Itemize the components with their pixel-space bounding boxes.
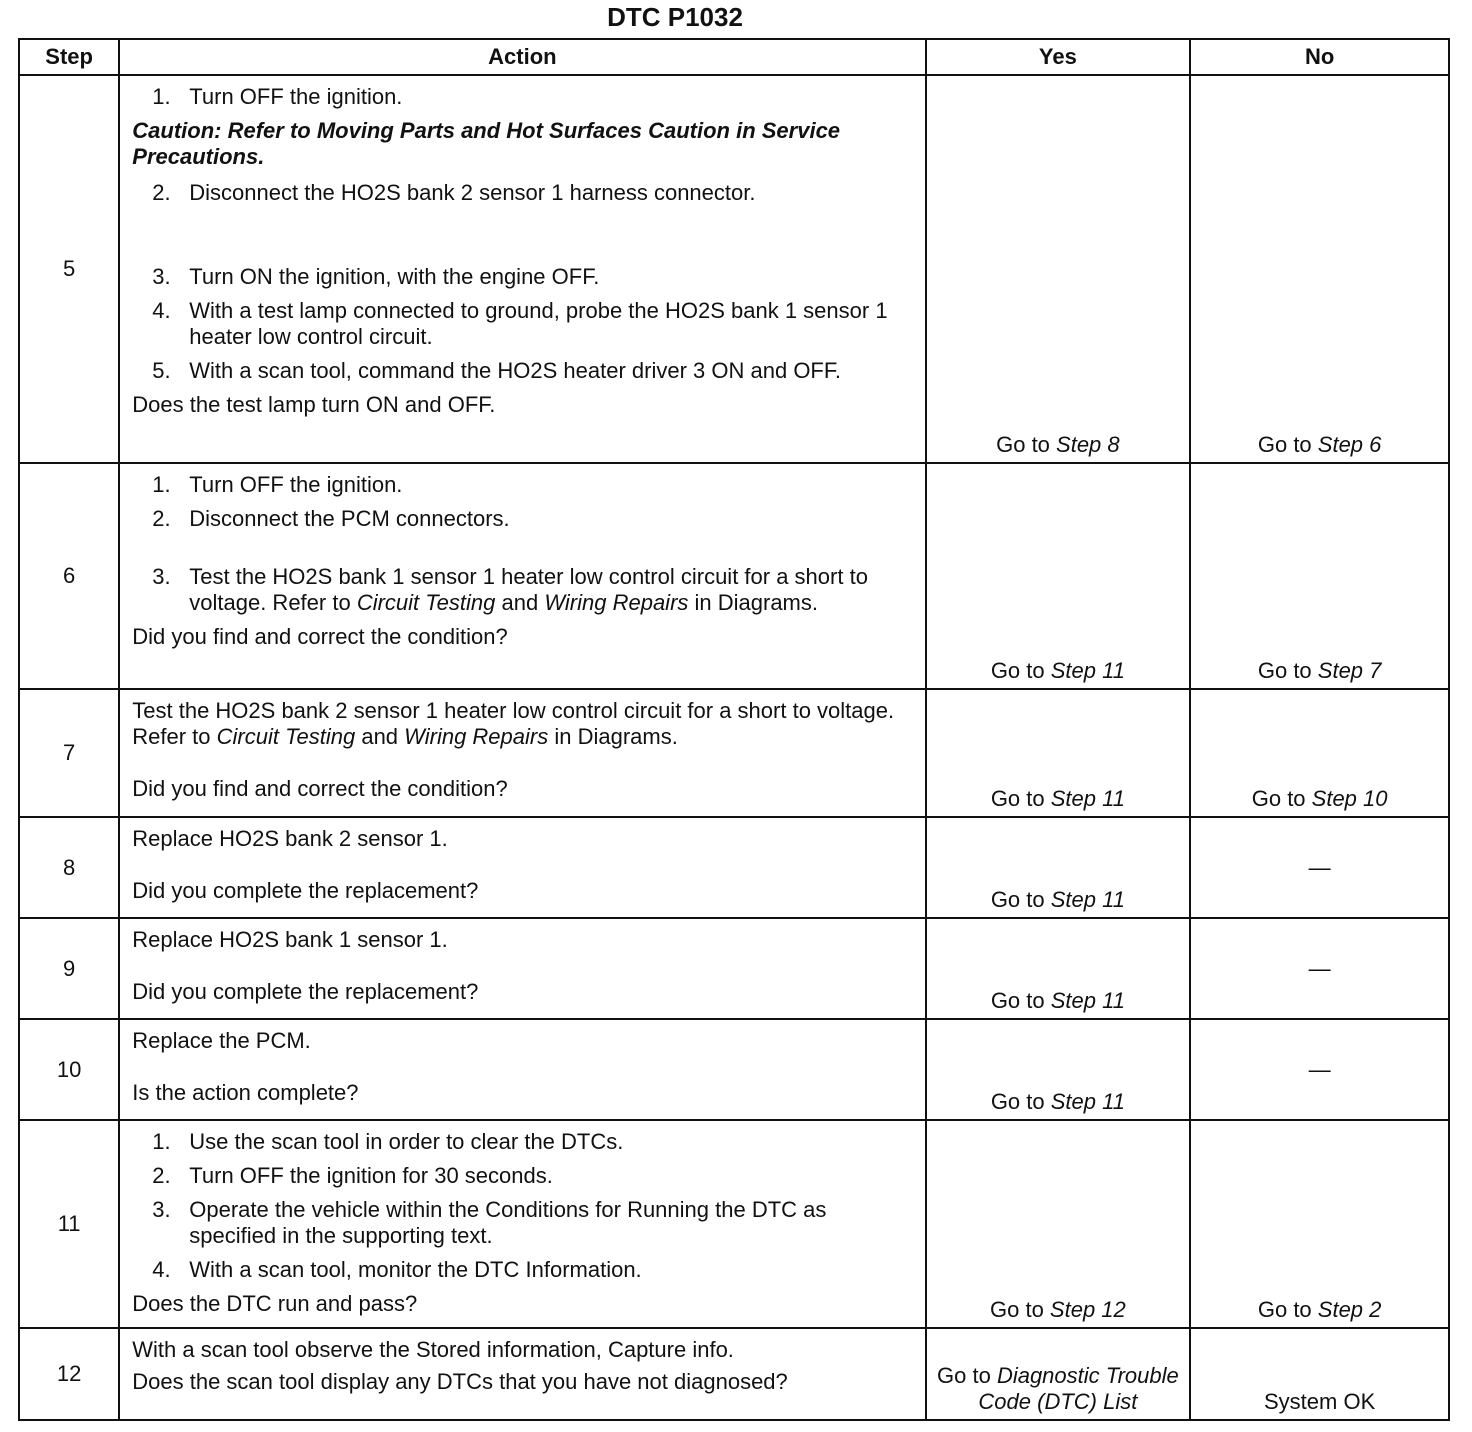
no-cell: Go to Step 10 <box>1190 689 1449 817</box>
diagnostic-table <box>18 38 1450 1421</box>
yes-cell: Go to Step 11 <box>926 689 1191 817</box>
list-item: 1. Use the scan tool in order to clear the DTCs. <box>152 1129 624 1154</box>
step-number: 5 <box>19 75 119 463</box>
question-text: Did you complete the replacement? <box>132 979 479 1004</box>
table-row <box>19 1328 1449 1420</box>
yes-cell: Go to Step 8 <box>926 75 1191 463</box>
header-row <box>19 39 1449 75</box>
list-item: 2. Turn OFF the ignition for 30 seconds. <box>152 1163 553 1188</box>
yes-cell: Go to Step 11 <box>926 918 1191 1019</box>
action-cell <box>119 1019 925 1120</box>
header-action: Action <box>119 39 925 75</box>
list-item: 4. With a test lamp connected to ground, probe the HO2S bank 1 sensor 1 heater low control circuit. <box>152 298 888 349</box>
header-no: No <box>1190 39 1449 75</box>
list-item: 3. Turn ON the ignition, with the engine OFF. <box>152 264 600 289</box>
list-item: 3. Operate the vehicle within the Conditions for Running the DTC as specified in the supporting text. <box>152 1197 827 1248</box>
page-title: DTC P1032 <box>607 2 743 32</box>
step-number: 8 <box>19 817 119 918</box>
question-text: Does the DTC run and pass? <box>132 1291 418 1316</box>
header-yes: Yes <box>926 39 1191 75</box>
question-text: Does the scan tool display any DTCs that you have not diagnosed? <box>132 1369 788 1394</box>
question-text: Does the test lamp turn ON and OFF. <box>132 392 496 417</box>
yes-cell: Go to Step 11 <box>926 463 1191 689</box>
table-row <box>19 918 1449 1019</box>
action-text: With a scan tool observe the Stored information, Capture info. <box>132 1337 734 1362</box>
list-item: 2. Disconnect the PCM connectors. <box>152 506 510 531</box>
list-item: 5. With a scan tool, command the HO2S heater driver 3 ON and OFF. <box>152 358 841 383</box>
question-text: Did you complete the replacement? <box>132 878 479 903</box>
no-cell: — <box>1190 1019 1449 1120</box>
table-row <box>19 689 1449 817</box>
no-cell: — <box>1190 817 1449 918</box>
action-text: Test the HO2S bank 2 sensor 1 heater low control circuit for a short to voltage. Refer to Circuit Testing and Wiring Repairs in Diagrams. <box>132 698 895 749</box>
list-item: 1. Turn OFF the ignition. <box>152 472 403 497</box>
table-row <box>19 1019 1449 1120</box>
action-text: Replace HO2S bank 2 sensor 1. <box>132 826 448 851</box>
caution-text: Caution: Refer to Moving Parts and Hot Surfaces Caution in Service Precautions. <box>132 118 841 169</box>
table-row <box>19 463 1449 689</box>
action-cell <box>119 1328 925 1420</box>
step-number: 10 <box>19 1019 119 1120</box>
action-cell <box>119 918 925 1019</box>
table-row <box>19 1120 1449 1328</box>
yes-cell: Go to Step 11 <box>926 1019 1191 1120</box>
no-cell: Go to Step 2 <box>1190 1120 1449 1328</box>
action-cell <box>119 1120 925 1328</box>
action-text: Replace the PCM. <box>132 1028 311 1053</box>
step-number: 11 <box>19 1120 119 1328</box>
table-row <box>19 75 1449 463</box>
list-item: 3. Test the HO2S bank 1 sensor 1 heater low control circuit for a short to voltage. Refer to Circuit Testing and Wiring Repairs in Diagrams. <box>152 564 868 615</box>
action-cell <box>119 463 925 689</box>
table-row <box>19 817 1449 918</box>
yes-cell: Go to Diagnostic Trouble Code (DTC) List <box>926 1328 1191 1420</box>
question-text: Did you find and correct the condition? <box>132 776 508 801</box>
question-text: Did you find and correct the condition? <box>132 624 508 649</box>
no-cell: System OK <box>1190 1328 1449 1420</box>
no-cell: Go to Step 7 <box>1190 463 1449 689</box>
list-item: 2. Disconnect the HO2S bank 2 sensor 1 harness connector. <box>152 180 756 205</box>
action-cell <box>119 817 925 918</box>
action-cell <box>119 689 925 817</box>
list-item: 1. Turn OFF the ignition. <box>152 84 403 109</box>
list-item: 4. With a scan tool, monitor the DTC Information. <box>152 1257 642 1282</box>
no-cell: — <box>1190 918 1449 1019</box>
yes-cell: Go to Step 11 <box>926 817 1191 918</box>
step-number: 7 <box>19 689 119 817</box>
header-step: Step <box>19 39 119 75</box>
step-number: 12 <box>19 1328 119 1420</box>
yes-cell: Go to Step 12 <box>926 1120 1191 1328</box>
action-cell <box>119 75 925 463</box>
action-text: Replace HO2S bank 1 sensor 1. <box>132 927 448 952</box>
step-number: 6 <box>19 463 119 689</box>
step-number: 9 <box>19 918 119 1019</box>
no-cell: Go to Step 6 <box>1190 75 1449 463</box>
question-text: Is the action complete? <box>132 1080 359 1105</box>
